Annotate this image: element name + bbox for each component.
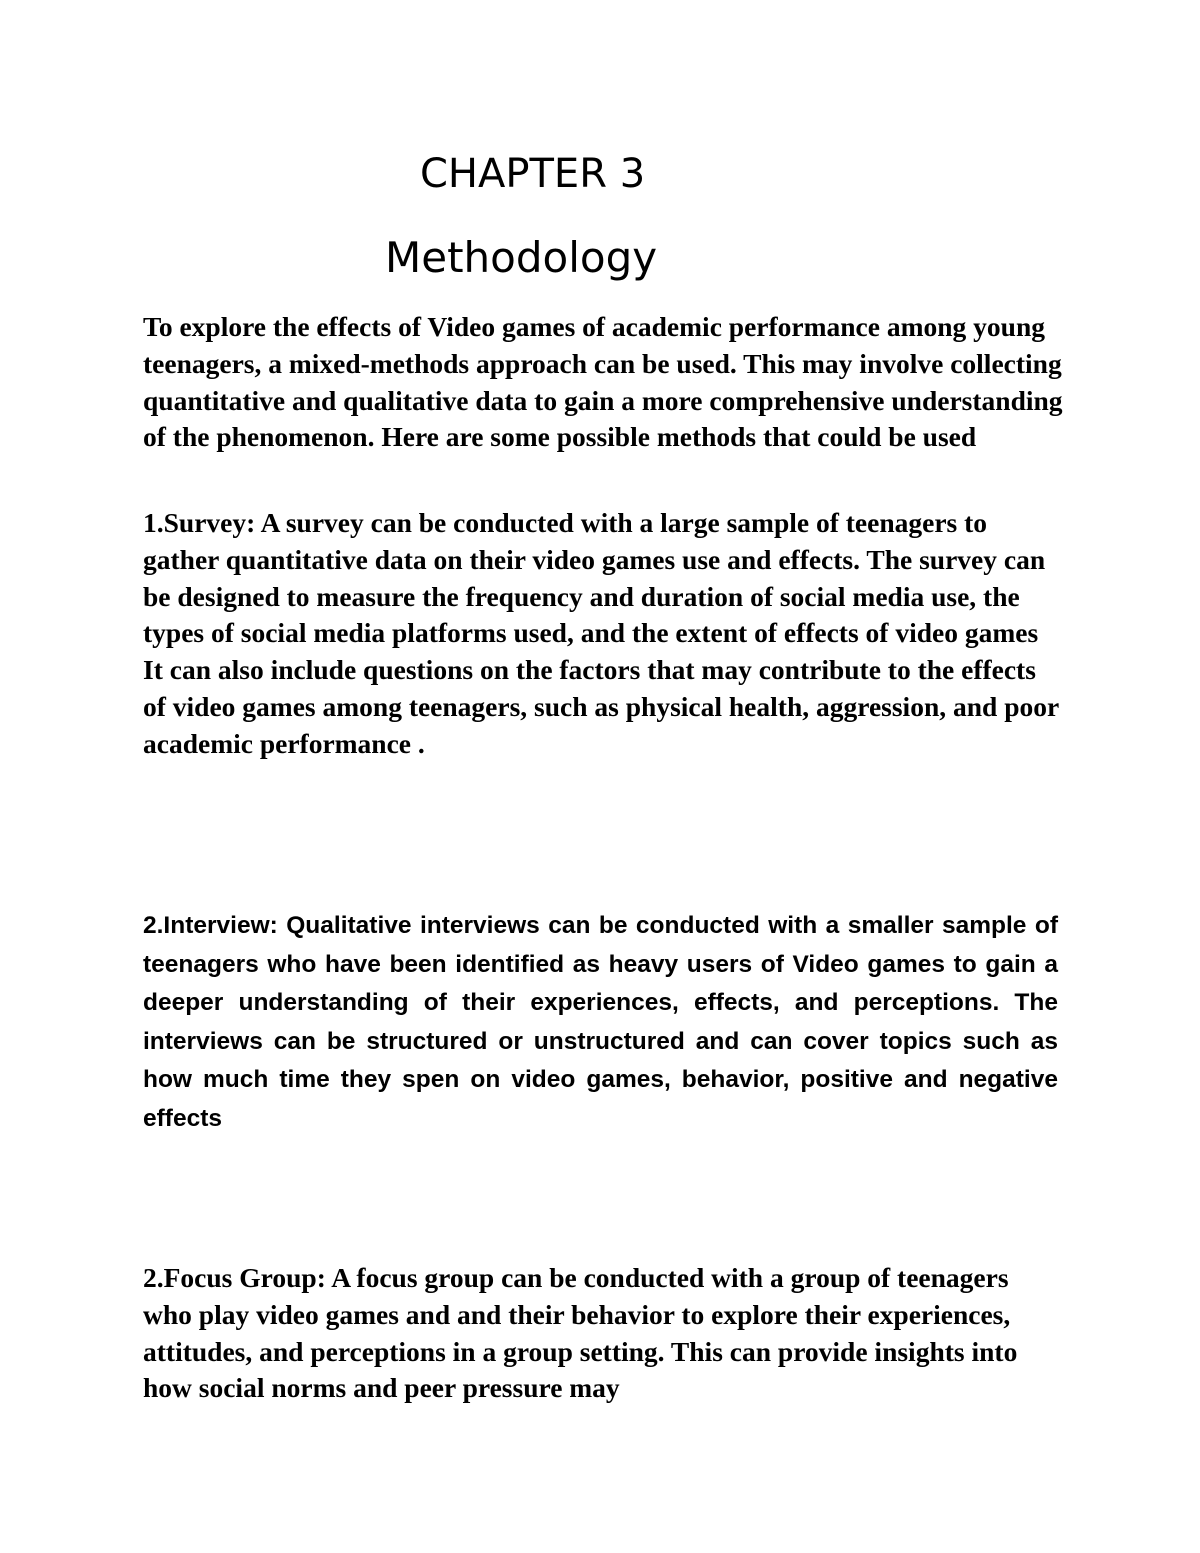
method-survey-paragraph: 1.Survey: A survey can be conducted with a large sample of teenagers to gather quantitative data on their video games use and effects. The survey can be designed to measure the frequency and duration of social media use, the types of social media platforms used, and the extent of effects of video games It can also include questions on the factors that may contribute to the effects of video games among teenagers, such as physical health, aggression, and poor academic performance .: [143, 507, 1059, 759]
chapter-label: CHAPTER 3: [420, 151, 646, 197]
section-title: Methodology: [385, 233, 658, 282]
method-focus-group-paragraph: 2.Focus Group: A focus group can be conducted with a group of teenagers who play video games and and their behavior to explore their experiences, attitudes, and perceptions in a group setting. This can provide insights into how social norms and peer pressure may: [143, 1262, 1018, 1404]
intro-paragraph: To explore the effects of Video games of academic performance among young teenagers, a mixed-methods approach can be used. This may involve collecting quantitative and qualitative data to gain a more comprehensive understanding of the phenomenon. Here are some possible methods that could be used: [143, 311, 1063, 453]
method-interview-paragraph: 2.Interview: Qualitative interviews can be conducted with a smaller sample of teenagers who have been identified as heavy users of Video games to gain a deeper understanding of their experiences, effects, and perceptions. The interviews can be structured or unstructured and can cover topics such as how much time they spen on video games, behavior, positive and negative effects: [143, 912, 1058, 1132]
